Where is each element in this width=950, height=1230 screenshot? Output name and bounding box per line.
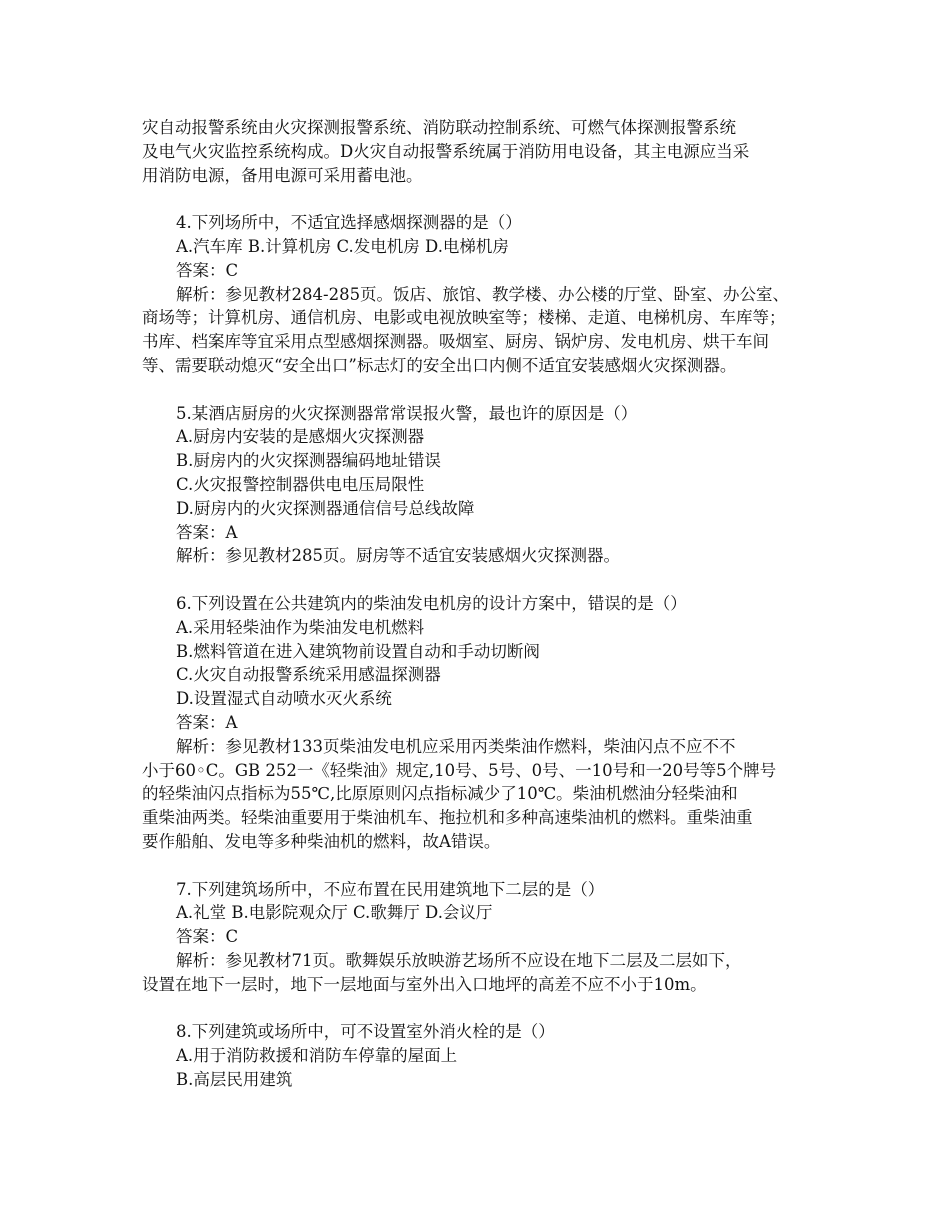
intro-line: 用消防电源，备用电源可采用蓄电池。 <box>142 165 423 185</box>
intro-paragraph <box>142 116 822 187</box>
analysis-line: 解析：参见教材284-285页。饭店、旅馆、教学楼、办公楼的厅堂、卧室、办公室、 <box>176 284 790 304</box>
question-answer: 答案：C <box>176 927 239 947</box>
option-b: B.燃料管道在进入建筑物前设置自动和手动切断阀 <box>176 641 540 661</box>
question-stem: 6.下列设置在公共建筑内的柴油发电机房的设计方案中，错误的是（） <box>176 593 687 613</box>
analysis-line: 等、需要联动熄灭“安全出口”标志灯的安全出口内侧不适宜安装感烟火灾探测器。 <box>142 355 737 375</box>
analysis-line: 解析：参见教材133页柴油发电机应采用丙类柴油作燃料，柴油闪点不应不不 <box>176 736 736 756</box>
question-answer: 答案：A <box>176 712 238 732</box>
analysis-line: 解析：参见教材285页。厨房等不适宜安装感烟火灾探测器。 <box>176 546 620 566</box>
analysis-line: 书库、档案库等宜采用点型感烟探测器。吸烟室、厨房、锅炉房、发电机房、烘干车间 <box>142 332 769 352</box>
analysis-line: 商场等；计算机房、通信机房、电影或电视放映室等；楼梯、走道、电梯机房、车库等； <box>142 308 786 328</box>
option-c: C.火灾报警控制器供电电压局限性 <box>176 474 425 494</box>
intro-line: 及电气火灾监控系统构成。D火灾自动报警系统属于消防用电设备，其主电源应当采 <box>142 141 750 161</box>
analysis-line: 小于60◦C。GB 252一《轻柴油》规定,10号、5号、0号、一10号和一20号等5个牌号 <box>142 760 777 780</box>
question-5 <box>142 402 822 569</box>
question-answer: 答案：C <box>176 260 239 280</box>
option-b: B.厨房内的火灾探测器编码地址错误 <box>176 451 441 471</box>
question-stem: 5.某酒店厨房的火灾探测器常常误报火警，最也许的原因是（） <box>176 403 638 423</box>
analysis-line: 设置在地下一层时，地下一层地面与室外出入口地坪的高差不应不小于10m。 <box>142 974 707 994</box>
question-stem: 8.下列建筑或场所中，可不设置室外消火栓的是（） <box>176 1022 555 1042</box>
question-options: A.礼堂 B.电影院观众厅 C.歌舞厅 D.会议厅 <box>176 903 493 923</box>
question-answer: 答案：A <box>176 522 238 542</box>
analysis-line: 的轻柴油闪点指标为55℃,比原原则闪点指标减少了10℃。柴油机燃油分轻柴油和 <box>142 784 738 804</box>
option-d: D.设置湿式自动喷水灭火系统 <box>176 689 392 709</box>
option-d: D.厨房内的火灾探测器通信信号总线故障 <box>176 498 475 518</box>
question-stem: 7.下列建筑场所中，不应布置在民用建筑地下二层的是（） <box>176 879 605 899</box>
option-a: A.采用轻柴油作为柴油发电机燃料 <box>176 617 425 637</box>
analysis-line: 解析：参见教材71页。歌舞娱乐放映游艺场所不应设在地下二层及二层如下， <box>176 950 742 970</box>
analysis-line: 要作船舶、发电等多种柴油机的燃料，故A错误。 <box>142 831 501 851</box>
document-page <box>142 116 822 1092</box>
option-a: A.用于消防救援和消防车停靠的屋面上 <box>176 1046 458 1066</box>
question-4 <box>142 211 822 378</box>
analysis-line: 重柴油两类。轻柴油重要用于柴油机车、拖拉机和多种高速柴油机的燃料。重柴油重 <box>142 808 753 828</box>
question-7 <box>142 878 822 997</box>
question-6 <box>142 592 822 854</box>
option-a: A.厨房内安装的是感烟火灾探测器 <box>176 427 425 447</box>
option-b: B.高层民用建筑 <box>176 1069 293 1089</box>
question-8 <box>142 1020 822 1091</box>
question-stem: 4.下列场所中，不适宜选择感烟探测器的是（） <box>176 213 522 233</box>
question-options: A.汽车库 B.计算机房 C.发电机房 D.电梯机房 <box>176 236 509 256</box>
intro-line: 灾自动报警系统由火灾探测报警系统、消防联动控制系统、可燃气体探测报警系统 <box>142 118 736 137</box>
option-c: C.火灾自动报警系统采用感温探测器 <box>176 665 441 685</box>
